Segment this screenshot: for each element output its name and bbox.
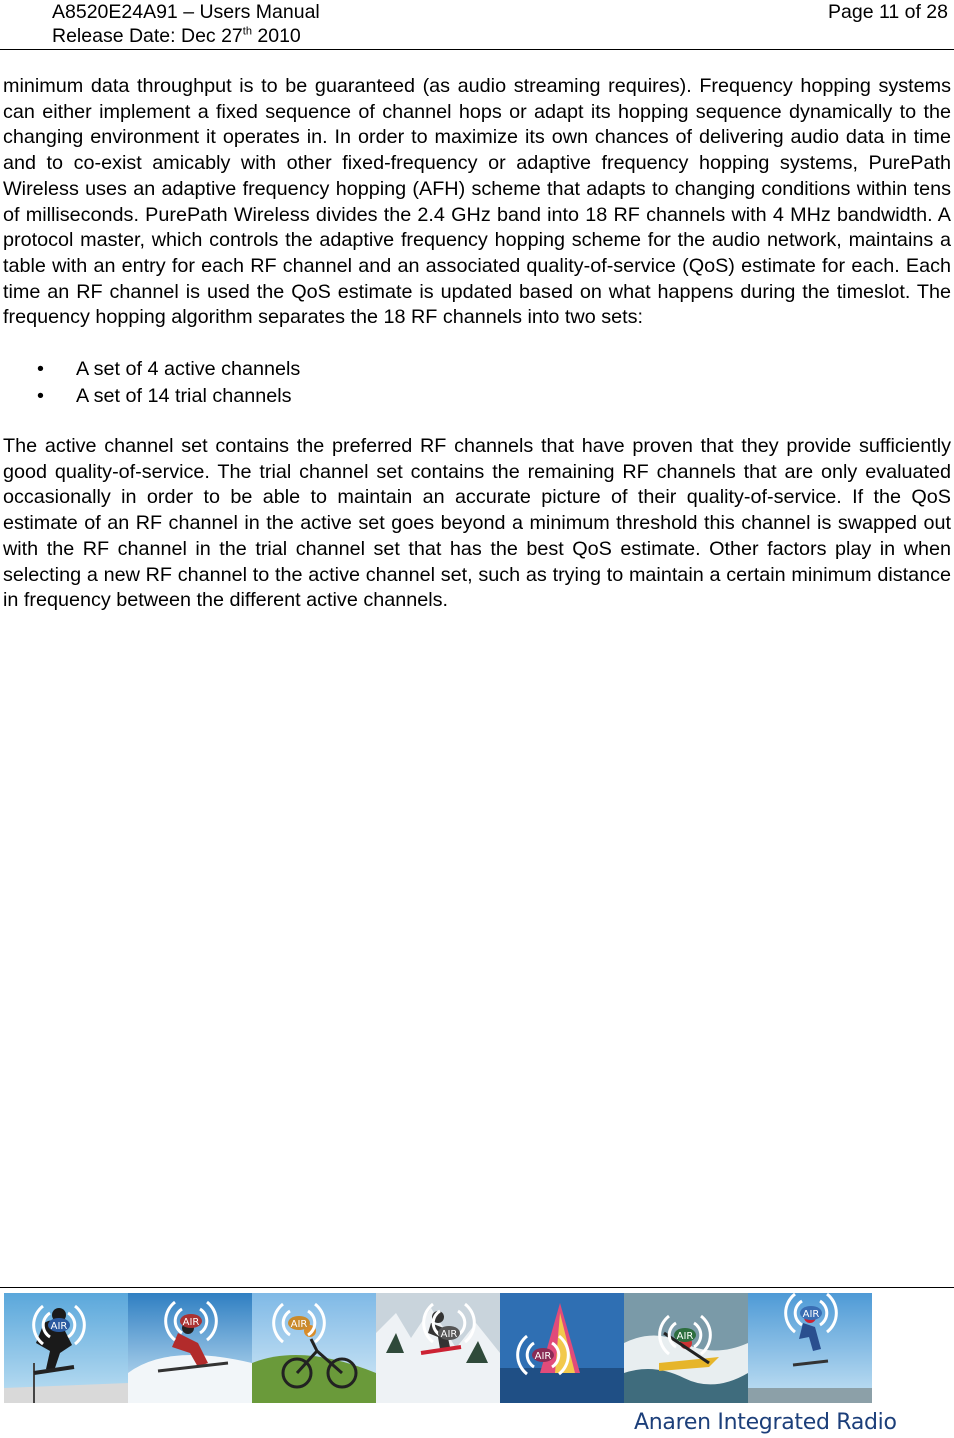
brand-name: Anaren Integrated Radio (634, 1410, 897, 1435)
svg-text:AIR: AIR (50, 1321, 68, 1332)
header-left (52, 0, 320, 48)
paragraph-2: The active channel set contains the preferred RF channels that have proven that they provide sufficiently good quality-of-service. The trial channel set contains the remaining RF channels that are only evaluated occasionally in order to be able to maintain an accurate picture of their quality-of-service. If the QoS estimate of an RF channel in the active set goes beyond a minimum threshold this channel is swapped out with the RF channel in the trial channel set that has the best QoS estimate. Other factors play in when selecting a new RF channel to the active channel set, such as trying to maintain a certain minimum distance in frequency between the different active channels. (3, 435, 951, 612)
page-number: Page 11 of 28 (828, 1, 948, 23)
banner-photo-snowboarder (376, 1293, 500, 1403)
svg-text:AIR: AIR (676, 1331, 694, 1342)
banner-photo-windsurfer (500, 1293, 624, 1403)
footer-divider (0, 1287, 954, 1288)
svg-text:AIR: AIR (534, 1351, 552, 1362)
banner-photo-jumper (748, 1293, 872, 1403)
banner-photo-skier (128, 1293, 252, 1403)
svg-text:AIR: AIR (440, 1329, 458, 1340)
main-content (3, 74, 951, 614)
channel-set-list (3, 356, 951, 409)
list-item: • A set of 4 active channels (37, 358, 301, 381)
release-date: Release Date: Dec 27th 2010 (52, 25, 301, 47)
banner-photo-cyclist (252, 1293, 376, 1403)
doc-title: A8520E24A91 – Users Manual (52, 1, 320, 23)
header-divider (0, 49, 954, 50)
footer-banner (4, 1293, 874, 1403)
banner-photo-skateboarder (4, 1293, 128, 1403)
list-item: • A set of 14 trial channels (37, 384, 292, 407)
svg-text:AIR: AIR (290, 1319, 308, 1330)
svg-text:AIR: AIR (802, 1309, 820, 1320)
paragraph-1: minimum data throughput is to be guaranteed (as audio streaming requires). Frequency hopping systems can either implement a fixed sequence of channel hops or adapt its hopping sequence dynamically to the changing environment it operates in. In order to maximize its own chances of delivering audio data in time and to co-exist amicably with other fixed-frequency or adaptive frequency hopping systems, PurePath Wireless uses an adaptive frequency hopping (AFH) scheme that adapts to changing conditions within tens of milliseconds. PurePath Wireless divides the 2.4 GHz band into 18 RF channels with 4 MHz bandwidth. A protocol master, which controls the adaptive frequency hopping scheme for the audio network, maintains a table with an entry for each RF channel and an associated quality-of-service (QoS) estimate for each. Each time an RF channel is used the QoS estimate is updated based on what happens during the timeslot. The frequency hopping algorithm separates the 18 RF channels into two sets: (3, 75, 951, 329)
banner-photo-kayaker (624, 1293, 748, 1403)
svg-text:AIR: AIR (182, 1317, 200, 1328)
